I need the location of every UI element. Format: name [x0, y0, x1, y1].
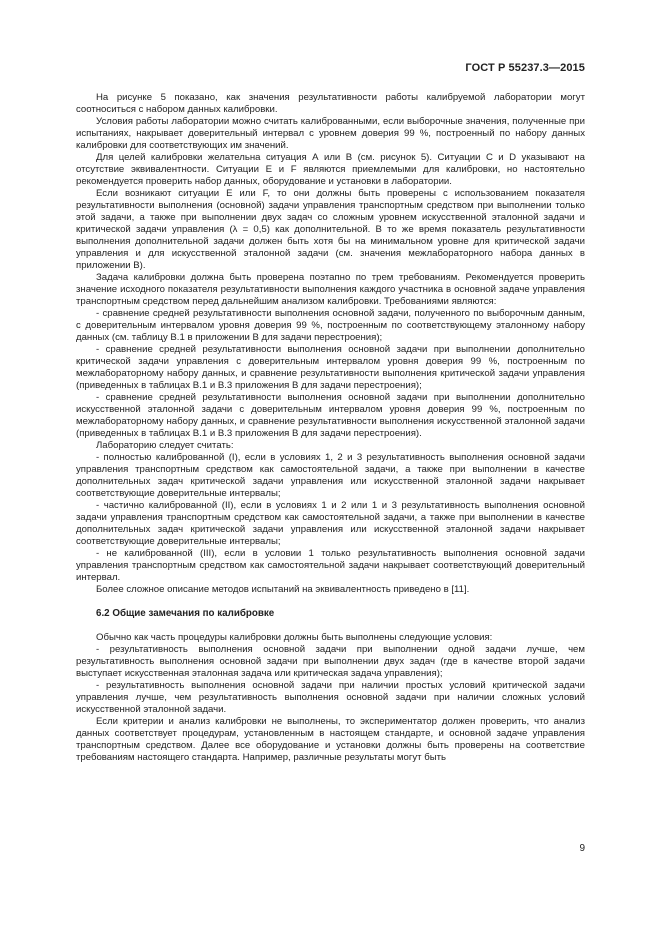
- paragraph: Задача калибровки должна быть проверена поэтапно по трем требованиям. Рекомендуется проверить значение исходного показателя результативности выполнения каждого участника в основной задаче управления транспортным средством перед дальнейшим анализом калибровки. Требованиями являются:: [76, 272, 585, 307]
- paragraph: Если возникают ситуации Е или F, то они должны быть проверены с использованием показателя результативности выполнения (основной) задачи управления транспортным средством при выполнении только этой задачи, а также при выполнении двух задач со сложным уровнем искусственной эталонной задачи и критической задачи управления (λ = 0,5) как дополнительной. В то же время показатель результативности выполнения дополнительной задачи должен быть хотя бы на минимальном уровне для критической задачи управления и для искусственной эталонной задачи (см. значения межлабораторного набора данных в приложении В).: [76, 188, 585, 271]
- section-heading: 6.2 Общие замечания по калибровке: [96, 608, 275, 619]
- list-item: - результативность выполнения основной задачи при наличии простых условий критической задачи управления лучше, чем результативность выполнения основной задачи при наличии сложных условий искусственной эталонной задачи.: [76, 680, 585, 715]
- paragraph: Обычно как часть процедуры калибровки должны быть выполнены следующие условия:: [96, 632, 493, 643]
- page-number: 9: [579, 843, 585, 854]
- list-item: - сравнение средней результативности выполнения основной задачи при выполнении дополнительно критической задачи управления с доверительным интервалом уровня доверия 99 %, построенным по межлабораторному набору данных, и сравнение результативности выполнения критической задачи управления (приведенных в таблицах В.1 и В.3 приложения В для задачи перестроения);: [76, 344, 585, 391]
- paragraph: Лабораторию следует считать:: [96, 440, 234, 451]
- paragraph: Если критерии и анализ калибровки не выполнены, то экспериментатор должен проверить, что анализ данных соответствует процедурам, установленным в настоящем стандарте, и основной задаче управления транспортным средством. Далее все оборудование и установки должны быть проверены на соответствие требованиям настоящего стандарта. Например, различные результаты могут быть: [76, 716, 585, 763]
- list-item: - сравнение средней результативности выполнения основной задачи, полученного по выборочным данным, с доверительным интервалом уровня доверия 99 %, построенным по соответствующему эталонному набору данных (см. таблицу В.1 в приложении В для задачи перестроения);: [76, 308, 585, 343]
- paragraph: Более сложное описание методов испытаний на эквивалентность приведено в [11].: [96, 584, 470, 595]
- list-item: - результативность выполнения основной задачи при выполнении одной задачи лучше, чем результативность выполнения основной задачи при выполнении двух задач (где в качестве второй задачи выступает искусственная эталонная задача или критическая задача управления);: [76, 644, 585, 679]
- document-body: [76, 92, 585, 764]
- list-item: - не калиброванной (III), если в условии 1 только результативность выполнения основной задачи управления транспортным средством как самостоятельной задачи накрывает соответствующий доверительный интервал.: [76, 548, 585, 583]
- paragraph: Условия работы лаборатории можно считать калиброванными, если выборочные значения, полученные при испытаниях, накрывает доверительный интервал с уровнем доверия 99 %, построенный по набору данных калибровки для соответствующих им значений.: [76, 116, 585, 151]
- paragraph: На рисунке 5 показано, как значения результативности работы калибруемой лаборатории могут соотноситься с набором данных калибровки.: [76, 92, 585, 115]
- paragraph: Для целей калибровки желательна ситуация А или В (см. рисунок 5). Ситуации С и D указывают на отсутствие эквивалентности. Ситуации Е и F являются приемлемыми для калибровки, но настоятельно рекомендуется проверить набор данных, оборудование и установки в лаборатории.: [76, 152, 585, 187]
- document-id-header: ГОСТ Р 55237.3—2015: [465, 62, 585, 74]
- list-item: - полностью калиброванной (I), если в условиях 1, 2 и 3 результативность выполнения основной задачи управления транспортным средством как самостоятельной задачи, а также при выполнении в качестве дополнительных задач критической задачи управления или искусственной эталонной задачи накрывает соответствующие доверительные интервалы;: [76, 452, 585, 499]
- list-item: - сравнение средней результативности выполнения основной задачи при выполнении дополнительно искусственной эталонной задачи с доверительным интервалом уровня доверия 99 %, построенным по межлабораторному набору данных, и сравнение результативности выполнения искусственной эталонной задачи (приведенных в таблицах В.1 и В.3 приложения В для задачи перестроения).: [76, 392, 585, 439]
- list-item: - частично калиброванной (II), если в условиях 1 и 2 или 1 и 3 результативность выполнения основной задачи управления транспортным средством как самостоятельной задачи, а также при выполнении в качестве дополнительных задач критической задачи управления или искусственной эталонной задачи накрывает соответствующие доверительные интервалы;: [76, 500, 585, 547]
